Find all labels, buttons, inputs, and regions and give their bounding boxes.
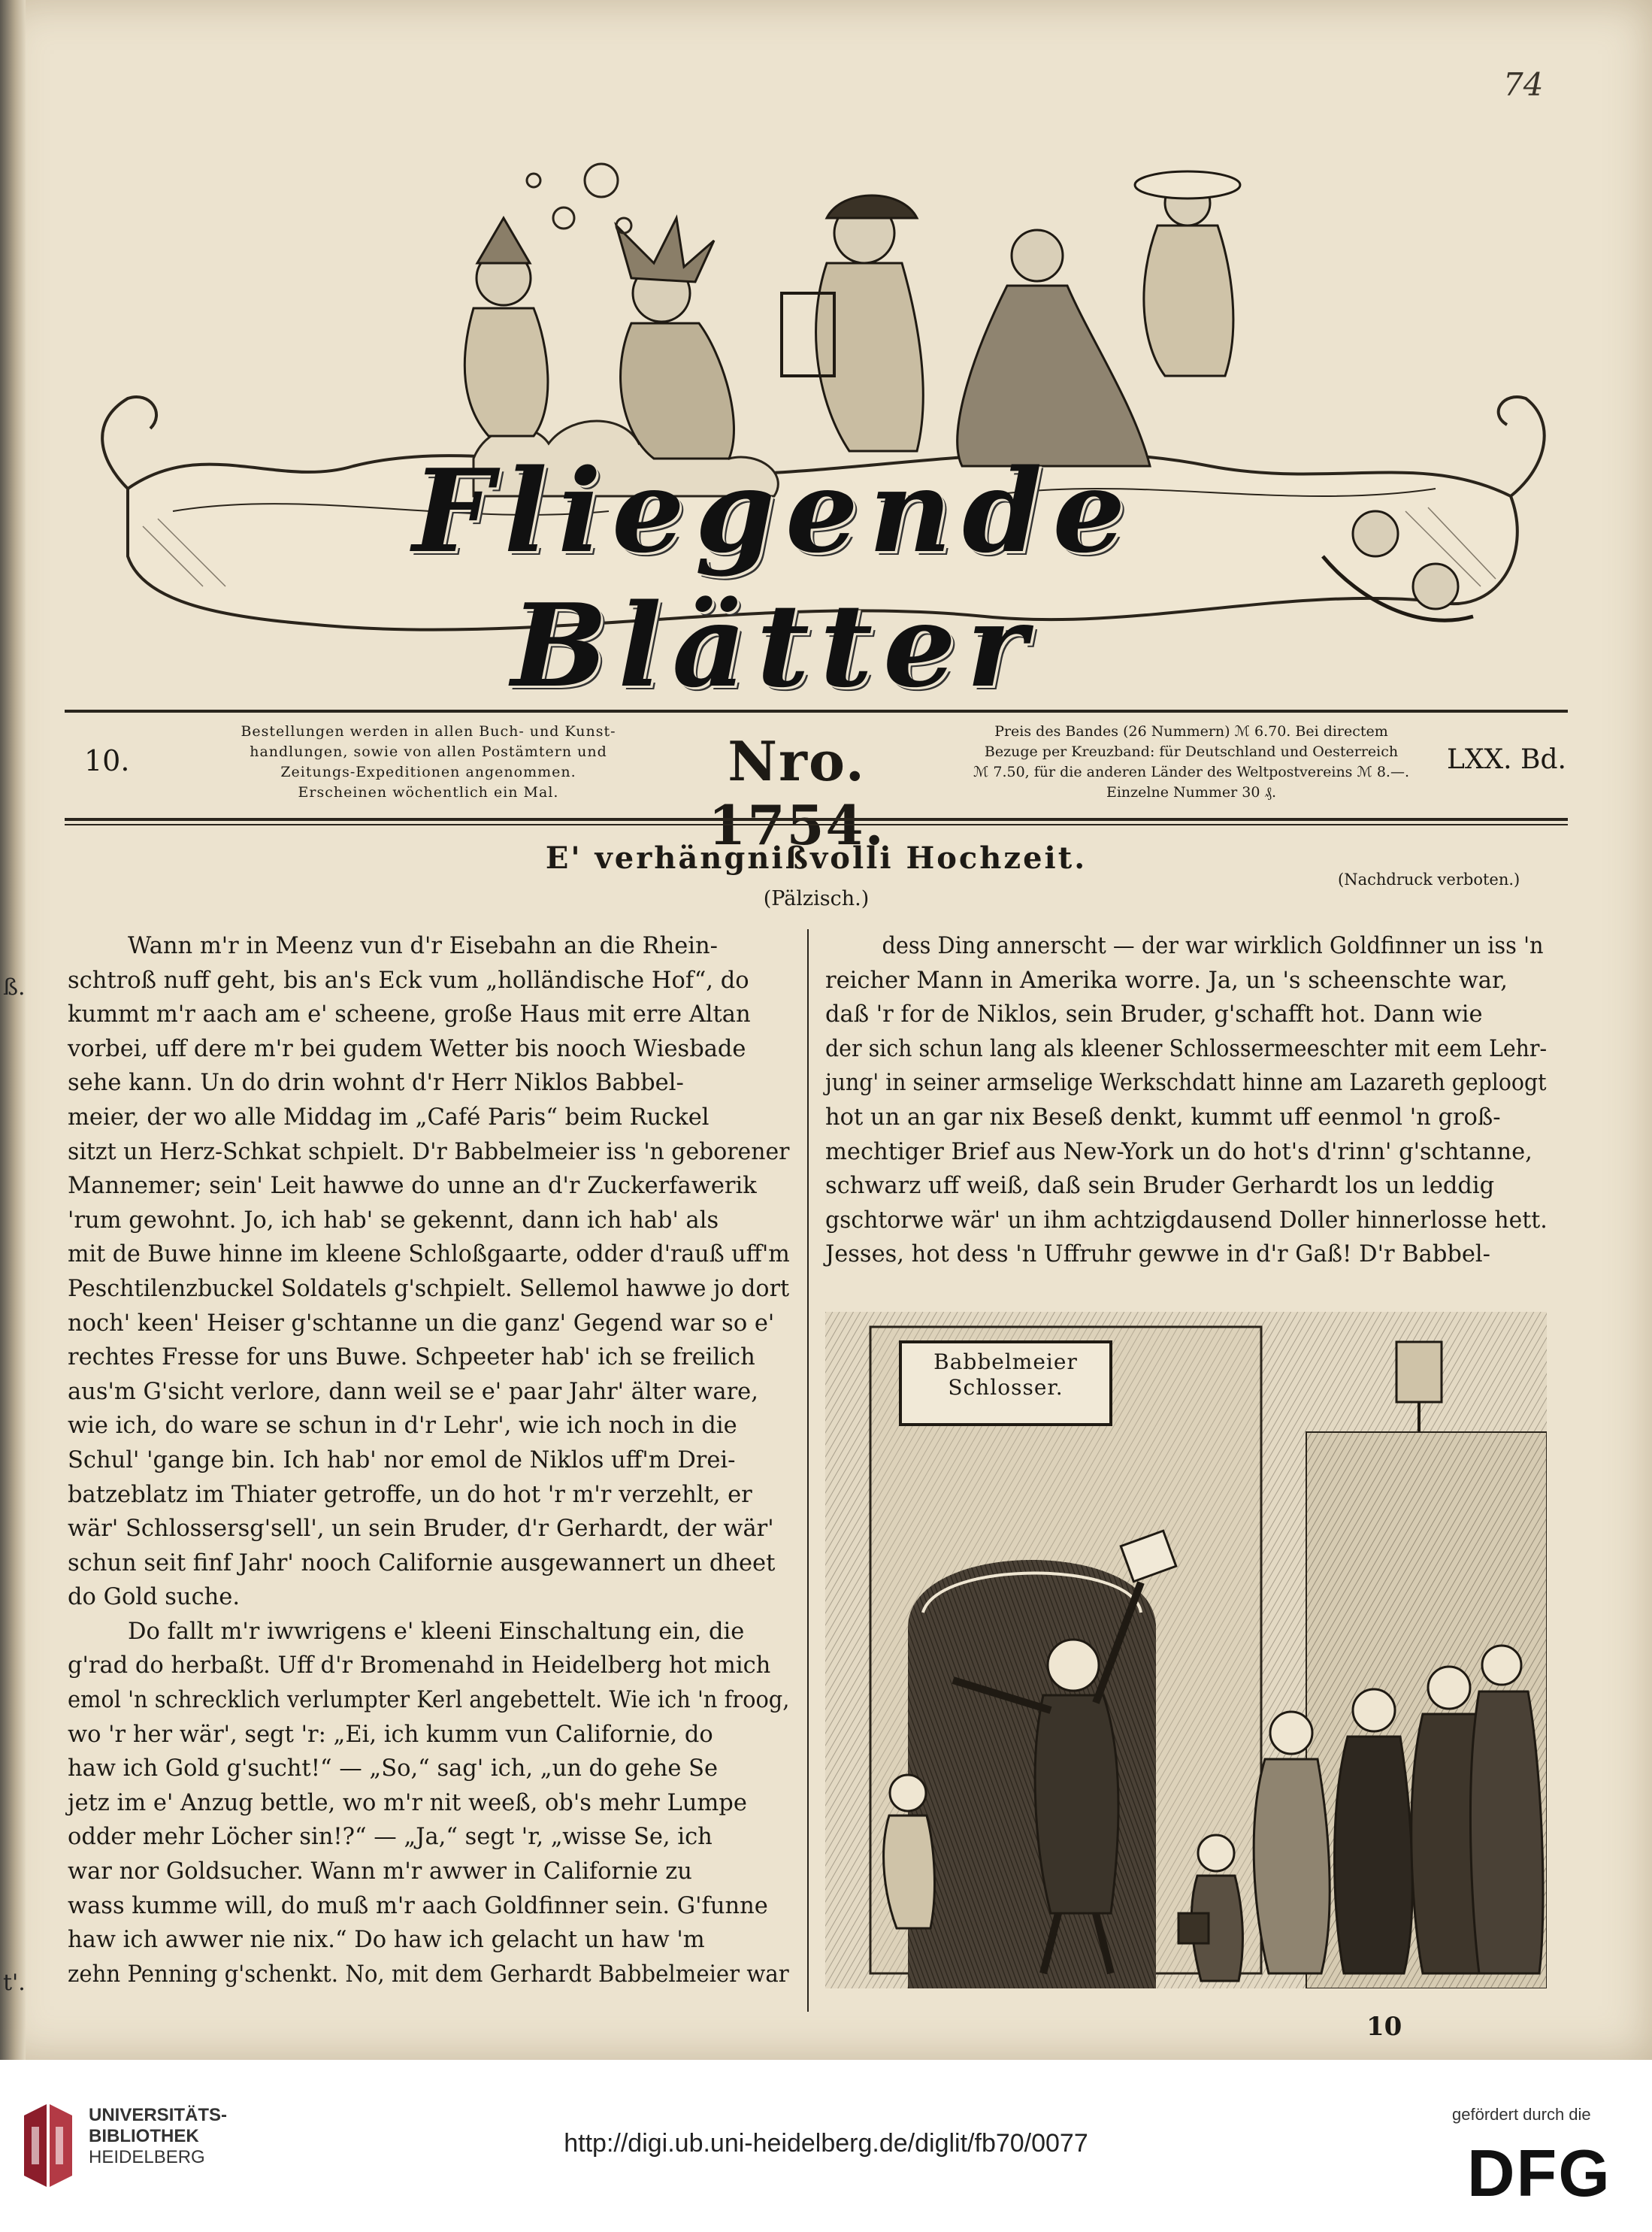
article-text-line: gschtorwe wär' un ihm achtzigdausend Doller hinnerlosse hett. [825, 1207, 1548, 1234]
dfg-logo: DFG [1467, 2136, 1611, 2210]
article-text-line: dess Ding annerscht — der war wirklich Goldfinner un iss 'n [882, 933, 1544, 959]
top-page-number: 74 [1503, 66, 1544, 103]
university-name-line: HEIDELBERG [89, 2147, 205, 2167]
article-text-line: wär' Schlossersg'sell', un sein Bruder, d'r Gerhardt, der wär' [68, 1516, 774, 1543]
shop-sign-line: Babbelmeier [933, 1349, 1078, 1374]
issue-sequence: 10. [84, 744, 130, 777]
article-text-line: haw ich awwer nie nix.“ Do haw ich gelacht un haw 'm [68, 1927, 705, 1954]
masthead-rule [65, 710, 1568, 713]
ordering-info-line: handlungen, sowie von allen Postämtern und [250, 743, 607, 760]
article-text-line: Wann m'r in Meenz vun d'r Eisebahn an die Rhein- [128, 933, 718, 959]
university-name-line: BIBLIOTHEK [89, 2126, 199, 2146]
article-text-line: zehn Penning g'schenkt. No, mit dem Gerhardt Babbelmeier war [68, 1961, 789, 1988]
article-text-line: Do fallt m'r iwwrigens e' kleeni Einschaltung ein, die [128, 1618, 745, 1645]
article-text-line: daß 'r for de Niklos, sein Bruder, g'schafft hot. Dann wie [825, 1001, 1483, 1028]
article-text-line: vorbei, uff dere m'r bei gudem Wetter bis nooch Wiesbade [68, 1035, 746, 1062]
masthead-title: Fliegende Blätter [412, 444, 1136, 713]
price-info-line: ℳ 7.50, für die anderen Länder des Weltpostvereins ℳ 8.—. [973, 764, 1409, 780]
article-text-line: Schul' 'gange bin. Ich hab' nor emol de Niklos uff'm Drei- [68, 1446, 736, 1473]
article-text-line: hot un an gar nix Beseß denkt, kummt uff eenmol 'n groß- [825, 1104, 1501, 1131]
article-text-line: kummt m'r aach am e' scheene, große Haus mit erre Altan [68, 1001, 751, 1028]
header-rule-bottom [65, 824, 1568, 825]
article-title: E' verhängnißvolli Hochzeit. [545, 840, 1088, 876]
engraving-illustration [825, 1312, 1547, 1988]
funded-by-label: gefördert durch die [1452, 2105, 1591, 2124]
article-text-line: sehe kann. Un do drin wohnt d'r Herr Niklos Babbel- [68, 1070, 684, 1097]
header-rule-top [65, 818, 1568, 821]
article-text-line: war nor Goldsucher. Wann m'r awwer in Californie zu [68, 1858, 692, 1885]
article-text-line: emol 'n schrecklich verlumpter Kerl angebettelt. Wie ich 'n froog, [68, 1687, 790, 1714]
article-text-line: rechtes Fresse for uns Buwe. Schpeeter hab' ich se freilich [68, 1344, 755, 1371]
ordering-info [203, 722, 654, 803]
article-right-column [825, 929, 1547, 1272]
article-text-line: jetz im e' Anzug bettle, wo m'r nit weeß, ob's mehr Lumpe [68, 1789, 747, 1816]
article-text-line: reicher Mann in Amerika worre. Ja, un 's scheenschte war, [825, 967, 1508, 994]
article-text-line: aus'm G'sicht verlore, dann weil se e' paar Jahr' älter ware, [68, 1378, 758, 1405]
reprint-note: (Nachdruck verboten.) [1338, 871, 1520, 889]
article-text-line: der sich schun lang als kleener Schlossermeeschter mit eem Lehr- [825, 1035, 1548, 1062]
article-text-line: wass kumme will, do muß m'r aach Goldfinner sein. G'funne [68, 1892, 768, 1919]
article-text-line: wo 'r her wär', segt 'r: „Ei, ich kumm vun Californie, do [68, 1721, 713, 1748]
page-spine-edge [0, 0, 26, 2060]
article-left-column [68, 929, 789, 1991]
article-text-line: meier, der wo alle Middag im „Café Paris“ beim Ruckel [68, 1104, 710, 1131]
article-text-line: Peschtilenzbuckel Soldatels g'schpielt. Sellemol hawwe jo dort [68, 1275, 790, 1302]
article-text-line: wie ich, do ware se schun in d'r Lehr', wie ich noch in die [68, 1413, 737, 1440]
volume-label: LXX. Bd. [1447, 744, 1566, 775]
article-subtitle: (Pälzisch.) [763, 887, 870, 910]
article-text-line: g'rad do herbaßt. Uff d'r Bromenahd in Heidelberg hot mich [68, 1652, 771, 1679]
article-text-line: Jesses, hot dess 'n Uffruhr gewwe in d'r Gaß! D'r Babbel- [825, 1241, 1490, 1268]
article-text-line: noch' keen' Heiser g'schtanne un die ganz' Gegend war so e' [68, 1310, 775, 1337]
article-text-line: do Gold suche. [68, 1584, 241, 1611]
shop-sign [908, 1349, 1103, 1401]
margin-mark: t'. [3, 1970, 26, 1996]
column-divider [807, 929, 809, 2012]
article-text-line: 'rum gewohnt. Jo, ich hab' se gekennt, dann ich hab' als [68, 1207, 719, 1234]
article-text-line: schtroß nuff geht, bis an's Eck vum „holländische Hof“, do [68, 967, 749, 994]
article-text-line: Mannemer; sein' Leit hawwe do unne an d'r Zuckerfawerik [68, 1173, 757, 1200]
article-text-line: sitzt un Herz-Schkat schpielt. D'r Babbelmeier iss 'n geborener [68, 1138, 790, 1165]
price-info [943, 722, 1439, 803]
margin-mark: ß. [3, 974, 26, 1001]
document-url[interactable]: http://digi.ub.uni-heidelberg.de/diglit/fb70/0077 [564, 2129, 1088, 2158]
university-name-line: UNIVERSITÄTS- [89, 2105, 228, 2125]
article-text-line: odder mehr Löcher sin!?“ — „Ja,“ segt 'r, „wisse Se, ich [68, 1824, 713, 1851]
article-text-line: jung' in seiner armselige Werkschdatt hinne am Lazareth geploogt [825, 1070, 1547, 1097]
price-info-line: Preis des Bandes (26 Nummern) ℳ 6.70. Bei directem [994, 723, 1388, 740]
price-info-line: Bezuge per Kreuzband: für Deutschland und Oesterreich [984, 743, 1399, 760]
ordering-info-line: Erscheinen wöchentlich ein Mal. [298, 784, 559, 801]
footer-page-number: 10 [1366, 2012, 1402, 2042]
shop-sign-line: Schlosser. [948, 1375, 1064, 1400]
article-text-line: haw ich Gold g'sucht!“ — „So,“ sag' ich, „un do gehe Se [68, 1755, 719, 1782]
price-info-line: Einzelne Nummer 30 ₰. [1106, 784, 1277, 801]
article-text-line: mit de Buwe hinne im kleene Schloßgaarte, odder d'rauß uff'm [68, 1241, 790, 1268]
article-text-line: batzeblatz im Thiater getroffe, un do hot 'r m'r verzehlt, er [68, 1481, 752, 1508]
issue-number: Nro. 1754. [708, 729, 885, 857]
ordering-info-line: Bestellungen werden in allen Buch- und Kunst- [241, 723, 616, 740]
article-text-line: schun seit finf Jahr' nooch Californie ausgewannert un dheet [68, 1549, 776, 1576]
article-text-line: mechtiger Brief aus New-York un do hot's d'rinn' g'schtanne, [825, 1138, 1532, 1165]
ordering-info-line: Zeitungs-Expeditionen angenommen. [280, 764, 576, 780]
article-text-line: schwarz uff weiß, daß sein Bruder Gerhardt los un leddig [825, 1173, 1495, 1200]
